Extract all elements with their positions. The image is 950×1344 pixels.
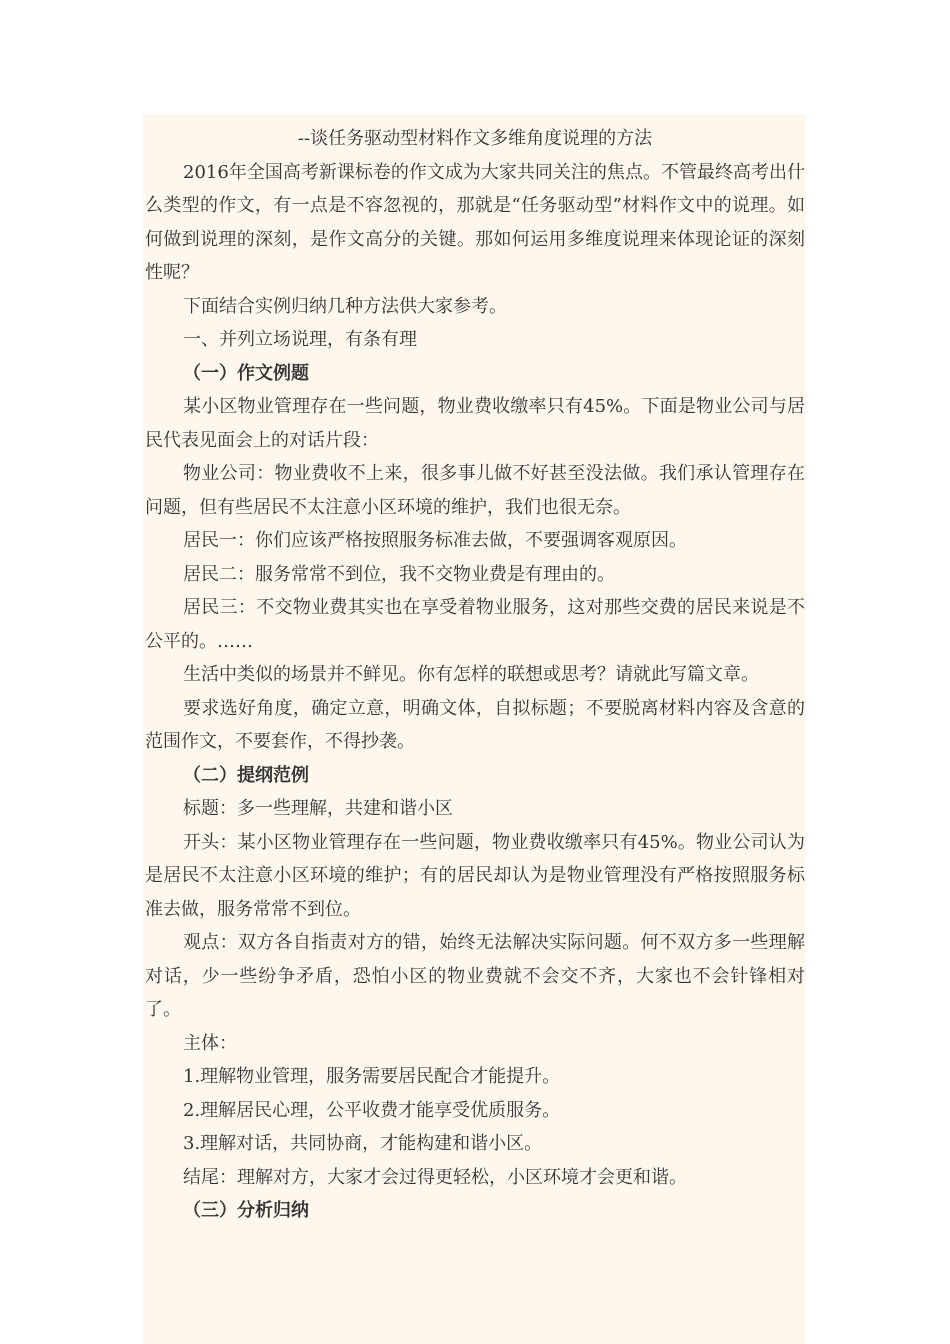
outline-opening: 开头：某小区物业管理存在一些问题，物业费收缴率只有45%。物业公司认为是居民不太注意小区环境的维护；有的居民却认为是物业管理没有严格按照服务标准去做，服务常常不到位。 xyxy=(145,831,805,920)
outline-ending: 结尾：理解对方，大家才会过得更轻松，小区环境才会更和谐。 xyxy=(183,1166,687,1188)
outline-title: 标题：多一些理解，共建和谐小区 xyxy=(183,798,453,819)
outline-point-1: 1.理解物业管理，服务需要居民配合才能提升。 xyxy=(183,1066,561,1087)
paragraph-task: 生活中类似的场景并不鲜见。你有怎样的联想或思考？请就此写篇文章。 xyxy=(183,664,759,685)
paragraph-lead: 下面结合实例归纳几种方法供大家参考。 xyxy=(183,295,507,317)
outline-point-3: 3.理解对话，共同协商，才能构建和谐小区。 xyxy=(183,1133,543,1154)
outline-body-label: 主体： xyxy=(183,1032,237,1054)
paragraph-requirement: 要求选好角度，确定立意，明确文体，自拟标题；不要脱离材料内容及含意的范围作文，不要套作，不得抄袭。 xyxy=(145,697,805,752)
section-heading-1: 一、并列立场说理，有条有理 xyxy=(183,329,417,350)
dialogue-company: 物业公司：物业费收不上来，很多事儿做不好甚至没法做。我们承认管理存在问题，但有些居民不太注意小区环境的维护，我们也很无奈。 xyxy=(145,463,805,518)
paragraph-intro: 2016年全国高考新课标卷的作文成为大家共同关注的焦点。不管最终高考出什么类型的作文，有一点是不容忽视的，那就是“任务驱动型”材料作文中的说理。如何做到说理的深刻，是作文高分的关键。那如何运用多维度说理来体现论证的深刻性呢？ xyxy=(145,161,805,283)
dialogue-resident-2: 居民二：服务常常不到位，我不交物业费是有理由的。 xyxy=(183,563,615,585)
subheading-outline: （二）提纲范例 xyxy=(183,764,309,786)
paragraph-prompt: 某小区物业管理存在一些问题，物业费收缴率只有45%。下面是物业公司与居民代表见面会上的对话片段： xyxy=(145,396,805,451)
document-body xyxy=(145,122,805,1228)
dialogue-resident-1: 居民一：你们应该严格按照服务标准去做，不要强调客观原因。 xyxy=(183,530,687,551)
subheading-analysis: （三）分析归纳 xyxy=(183,1200,309,1221)
outline-point-2: 2.理解居民心理，公平收费才能享受优质服务。 xyxy=(183,1099,561,1121)
document-subtitle: --谈任务驱动型材料作文多维角度说理的方法 xyxy=(297,128,653,149)
subheading-example: （一）作文例题 xyxy=(183,362,309,384)
outline-viewpoint: 观点：双方各自指责对方的错，始终无法解决实际问题。何不双方多一些理解对话，少一些纷争矛盾，恐怕小区的物业费就不会交不齐，大家也不会针锋相对了。 xyxy=(145,932,805,1020)
dialogue-resident-3: 居民三：不交物业费其实也在享受着物业服务，这对那些交费的居民来说是不公平的。…… xyxy=(145,597,805,652)
